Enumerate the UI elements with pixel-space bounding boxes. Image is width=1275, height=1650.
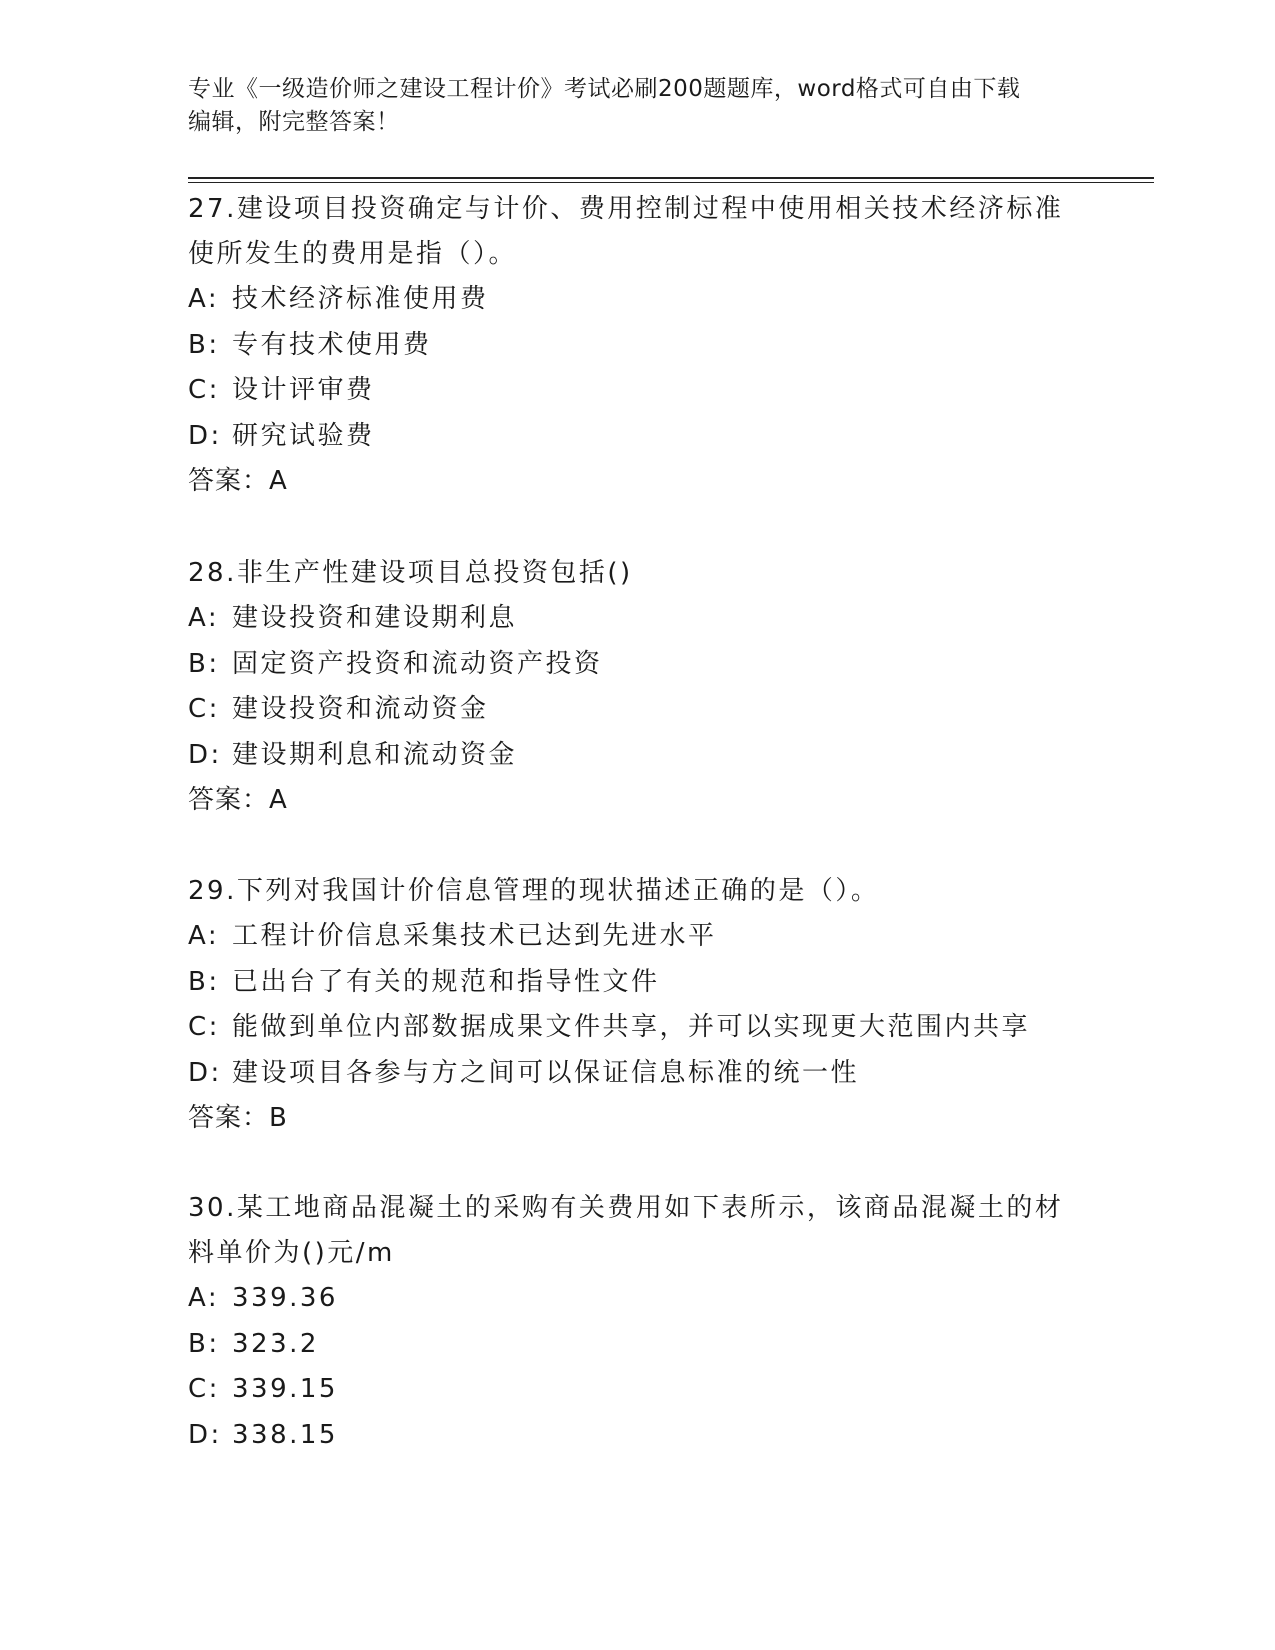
option-text: 建设投资和建设期利息 bbox=[232, 603, 518, 633]
option-a bbox=[188, 277, 1088, 323]
option-a bbox=[188, 914, 1088, 960]
option-c bbox=[188, 687, 1088, 733]
option-text: 339.15 bbox=[232, 1374, 338, 1404]
option-text: 技术经济标准使用费 bbox=[232, 284, 489, 314]
option-a bbox=[188, 596, 1088, 642]
option-b bbox=[188, 960, 1088, 1006]
option-key: B: bbox=[188, 329, 220, 360]
header-divider-thick bbox=[188, 177, 1154, 179]
option-key: A: bbox=[188, 284, 220, 314]
option-key: D: bbox=[188, 420, 222, 451]
option-c bbox=[188, 368, 1088, 414]
question-stem: 27.建设项目投资确定与计价、费用控制过程中使用相关技术经济标准 bbox=[188, 194, 1064, 224]
question-28 bbox=[188, 551, 1088, 823]
document-header bbox=[188, 73, 1078, 139]
option-b bbox=[188, 323, 1088, 369]
option-key: C: bbox=[188, 1012, 220, 1042]
option-key: B: bbox=[188, 648, 220, 679]
header-divider-thin bbox=[188, 182, 1154, 183]
question-stem: 30.某工地商品混凝土的采购有关费用如下表所示，该商品混凝土的材 bbox=[188, 1193, 1064, 1223]
question-29 bbox=[188, 869, 1088, 1141]
option-key: C: bbox=[188, 375, 220, 405]
option-d bbox=[188, 1413, 1088, 1459]
option-d bbox=[188, 1051, 1088, 1097]
option-text: 323.2 bbox=[232, 1328, 319, 1359]
answer: 答案：B bbox=[188, 1103, 288, 1133]
header-line-1: 专业《一级造价师之建设工程计价》考试必刷200题题库，word格式可自由下载 bbox=[188, 76, 1021, 102]
option-key: A: bbox=[188, 1283, 220, 1313]
question-27 bbox=[188, 187, 1088, 504]
option-text: 工程计价信息采集技术已达到先进水平 bbox=[232, 921, 717, 951]
option-a bbox=[188, 1276, 1088, 1322]
option-text: 339.36 bbox=[232, 1283, 338, 1313]
option-text: 已出台了有关的规范和指导性文件 bbox=[232, 966, 660, 997]
question-stem: 29.下列对我国计价信息管理的现状描述正确的是（）。 bbox=[188, 876, 880, 906]
option-text: 建设期利息和流动资金 bbox=[232, 739, 518, 770]
question-stem: 使所发生的费用是指（）。 bbox=[188, 239, 518, 269]
option-key: D: bbox=[188, 739, 222, 770]
option-d bbox=[188, 414, 1088, 460]
option-text: 建设项目各参与方之间可以保证信息标准的统一性 bbox=[232, 1057, 860, 1088]
option-text: 专有技术使用费 bbox=[232, 329, 432, 360]
option-c bbox=[188, 1005, 1088, 1051]
option-key: A: bbox=[188, 603, 220, 633]
question-stem: 28.非生产性建设项目总投资包括() bbox=[188, 558, 633, 588]
option-key: B: bbox=[188, 966, 220, 997]
option-key: D: bbox=[188, 1057, 222, 1088]
option-key: C: bbox=[188, 694, 220, 724]
option-key: B: bbox=[188, 1328, 220, 1359]
option-text: 能做到单位内部数据成果文件共享，并可以实现更大范围内共享 bbox=[232, 1012, 1031, 1042]
option-c bbox=[188, 1367, 1088, 1413]
option-d bbox=[188, 733, 1088, 779]
answer: 答案：A bbox=[188, 466, 288, 496]
option-key: C: bbox=[188, 1374, 220, 1404]
option-b bbox=[188, 642, 1088, 688]
option-text: 338.15 bbox=[232, 1419, 338, 1450]
option-text: 固定资产投资和流动资产投资 bbox=[232, 648, 603, 679]
option-b bbox=[188, 1322, 1088, 1368]
header-line-2: 编辑，附完整答案！ bbox=[188, 109, 400, 135]
answer: 答案：A bbox=[188, 785, 288, 815]
option-key: D: bbox=[188, 1419, 222, 1450]
question-stem: 料单价为()元/m bbox=[188, 1238, 395, 1268]
option-key: A: bbox=[188, 921, 220, 951]
question-30 bbox=[188, 1186, 1088, 1458]
option-text: 设计评审费 bbox=[232, 375, 375, 405]
option-text: 建设投资和流动资金 bbox=[232, 694, 489, 724]
option-text: 研究试验费 bbox=[232, 420, 375, 451]
